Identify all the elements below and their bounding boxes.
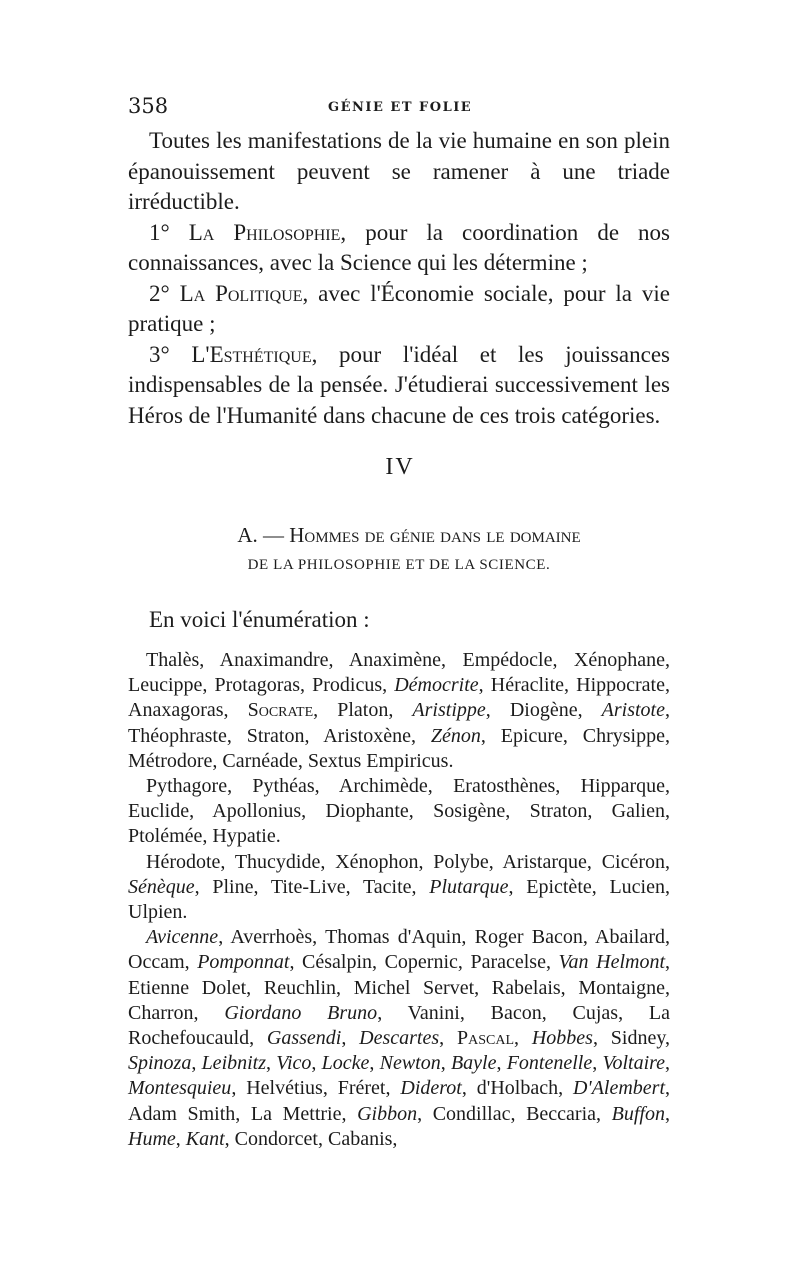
list-paragraph-historians xyxy=(128,850,670,926)
list-name-italic: Gassendi xyxy=(266,1027,342,1050)
list-text: , Condillac, Beccaria, xyxy=(417,1102,612,1125)
section-number: IV xyxy=(385,454,415,480)
section-heading-prefix: A. — xyxy=(237,523,284,547)
list-paragraph-modern-thinkers xyxy=(128,925,670,1152)
list-text: , xyxy=(175,1127,186,1150)
list-text: , Vanini, Bacon, Cujas, La Rochefoucauld, xyxy=(128,1001,670,1050)
list-text: , xyxy=(266,1052,277,1075)
list-text: , Diogène, xyxy=(485,699,602,722)
triad-item-label: La Philosophie, xyxy=(188,219,347,245)
list-name-italic: Avicenne xyxy=(146,926,219,949)
list-text: , Helvétius, Fréret, xyxy=(231,1077,401,1100)
list-name-italic: D'Alembert xyxy=(572,1077,666,1100)
list-text: , xyxy=(191,1052,202,1075)
list-name-italic: Pomponnat xyxy=(197,951,290,974)
list-name-italic: Locke xyxy=(321,1052,370,1075)
list-name-italic: Bayle xyxy=(450,1052,497,1075)
list-name-italic: Diderot xyxy=(400,1077,462,1100)
list-name-italic: Sénèque xyxy=(128,875,195,898)
list-name-italic: Newton xyxy=(379,1052,441,1075)
list-name-smallcaps: Pascal xyxy=(456,1027,515,1050)
list-name-italic: Vico xyxy=(276,1052,312,1075)
list-name-italic: Montesquieu xyxy=(128,1077,232,1100)
list-paragraph-greek-scientists: Pythagore, Pythéas, Archimède, Eratosthènes, Hipparque, Euclide, Apollonius, Diophante, Sosigène, Straton, Galien, Ptolémée, Hypatie. xyxy=(128,775,670,848)
list-text: , xyxy=(664,1102,670,1125)
list-name-italic: Hume xyxy=(128,1127,176,1150)
triad-item-politics xyxy=(128,279,670,340)
list-text: , xyxy=(311,1052,322,1075)
list-paragraph-greek-philosophers xyxy=(128,648,670,774)
list-name-italic: Spinoza xyxy=(128,1052,192,1075)
list-name-italic: Buffon xyxy=(611,1102,665,1125)
running-title: GÉNIE ET FOLIE xyxy=(328,100,473,115)
intro-text xyxy=(128,126,670,431)
list-name-italic: Aristote xyxy=(601,699,665,722)
list-text: , Etienne Dolet, Reuchlin, Michel Servet, Rabelais, Montaigne, Charron, xyxy=(128,951,670,1024)
page-header xyxy=(128,94,668,124)
list-name-italic: Kant xyxy=(185,1127,225,1150)
list-text: , xyxy=(439,1027,457,1050)
list-name-italic: Aristippe xyxy=(412,699,486,722)
list-name-italic: Leibnitz xyxy=(201,1052,267,1075)
list-name-italic: Giordano Bruno xyxy=(224,1001,378,1024)
list-text: , xyxy=(369,1052,380,1075)
list-name-italic: Démocrite xyxy=(394,674,479,697)
list-text: , xyxy=(592,1052,603,1075)
list-name-italic: Gibbon xyxy=(357,1102,418,1125)
triad-item-text: pour la coordination de nos connaissances, avec la Science qui les détermine ; xyxy=(128,219,671,275)
list-name-italic: Hobbes xyxy=(531,1027,593,1050)
triad-item-label: La Politique, xyxy=(179,280,309,306)
list-text: , Epictète, Lucien, Ulpien. xyxy=(128,875,670,924)
list-text: , Condorcet, Cabanis, xyxy=(224,1127,398,1150)
list-text: Thalès, Anaximandre, Anaximène, Empédocle, Xénophane, Leucippe, Protagoras, Prodicus, xyxy=(128,649,670,697)
list-name-italic: Descartes xyxy=(359,1027,440,1050)
list-text: , Epicure, Chrysippe, Métrodore, Carnéade, Sextus Empiricus. xyxy=(128,724,670,772)
triad-item-text: pour l'idéal et les jouissances indispensables de la pensée. J'étudierai successivement les Héros de l'Humanité dans chacune de ces trois catégories. xyxy=(128,341,671,428)
list-name-italic: Plutarque xyxy=(429,875,509,898)
section-heading xyxy=(128,519,670,579)
triad-item-philosophy xyxy=(128,218,670,279)
list-name-italic: Voltaire xyxy=(602,1052,666,1075)
section-heading-line2: DE LA PHILOSOPHIE ET DE LA SCIENCE. xyxy=(247,557,551,573)
list-text: , xyxy=(341,1027,360,1050)
list-text: , d'Holbach, xyxy=(461,1077,573,1100)
list-text: Hérodote, Thucydide, Xénophon, Polybe, Aristarque, Cicéron, xyxy=(146,850,670,873)
list-text: , Adam Smith, La Mettrie, xyxy=(128,1077,671,1125)
triad-item-number: 2° xyxy=(149,280,170,306)
list-text: , Averrhoès, Thomas d'Aquin, Roger Bacon, Abailard, Occam, xyxy=(128,926,670,974)
intro-paragraph xyxy=(128,126,670,218)
triad-item-number: 1° xyxy=(149,219,170,245)
section-heading-line1 xyxy=(128,519,670,551)
triad-item-number: 3° xyxy=(149,341,170,367)
list-text: , Platon, xyxy=(313,699,413,722)
enumeration-intro-text: En voici l'énumération : xyxy=(149,607,370,632)
list-text: , xyxy=(496,1052,507,1075)
list-text: , Sidney, xyxy=(592,1027,671,1050)
list-text: , Héraclite, Hippocrate, Anaxagoras, xyxy=(128,674,670,722)
names-list xyxy=(128,648,670,1152)
list-text: , xyxy=(440,1052,451,1075)
enumeration-intro xyxy=(128,605,670,636)
page-number: 358 xyxy=(128,94,169,118)
intro-paragraph-text: Toutes les manifestations de la vie humaine en son plein épanouissement peuvent se ramener à une triade irréductible. xyxy=(128,128,670,214)
triad-item-text: avec l'Économie sociale, pour la vie pratique ; xyxy=(128,280,670,336)
list-text: , Césalpin, Copernic, Paracelse, xyxy=(289,951,559,974)
list-name-smallcaps: Socrate xyxy=(247,699,314,722)
list-name-italic: Zénon xyxy=(430,724,481,747)
triad-item-label: L'Esthétique, xyxy=(191,341,318,367)
list-text: , Théophraste, Straton, Aristoxène, xyxy=(128,699,670,747)
list-name-italic: Van Helmont xyxy=(558,951,665,974)
section-heading-title: Hommes de génie dans le domaine xyxy=(289,523,581,547)
list-name-italic: Fontenelle xyxy=(506,1052,593,1075)
triad-item-aesthetics xyxy=(128,340,670,432)
list-text: , xyxy=(665,1052,671,1075)
list-text: , Pline, Tite-Live, Tacite, xyxy=(194,875,430,898)
list-text: , xyxy=(514,1027,532,1050)
